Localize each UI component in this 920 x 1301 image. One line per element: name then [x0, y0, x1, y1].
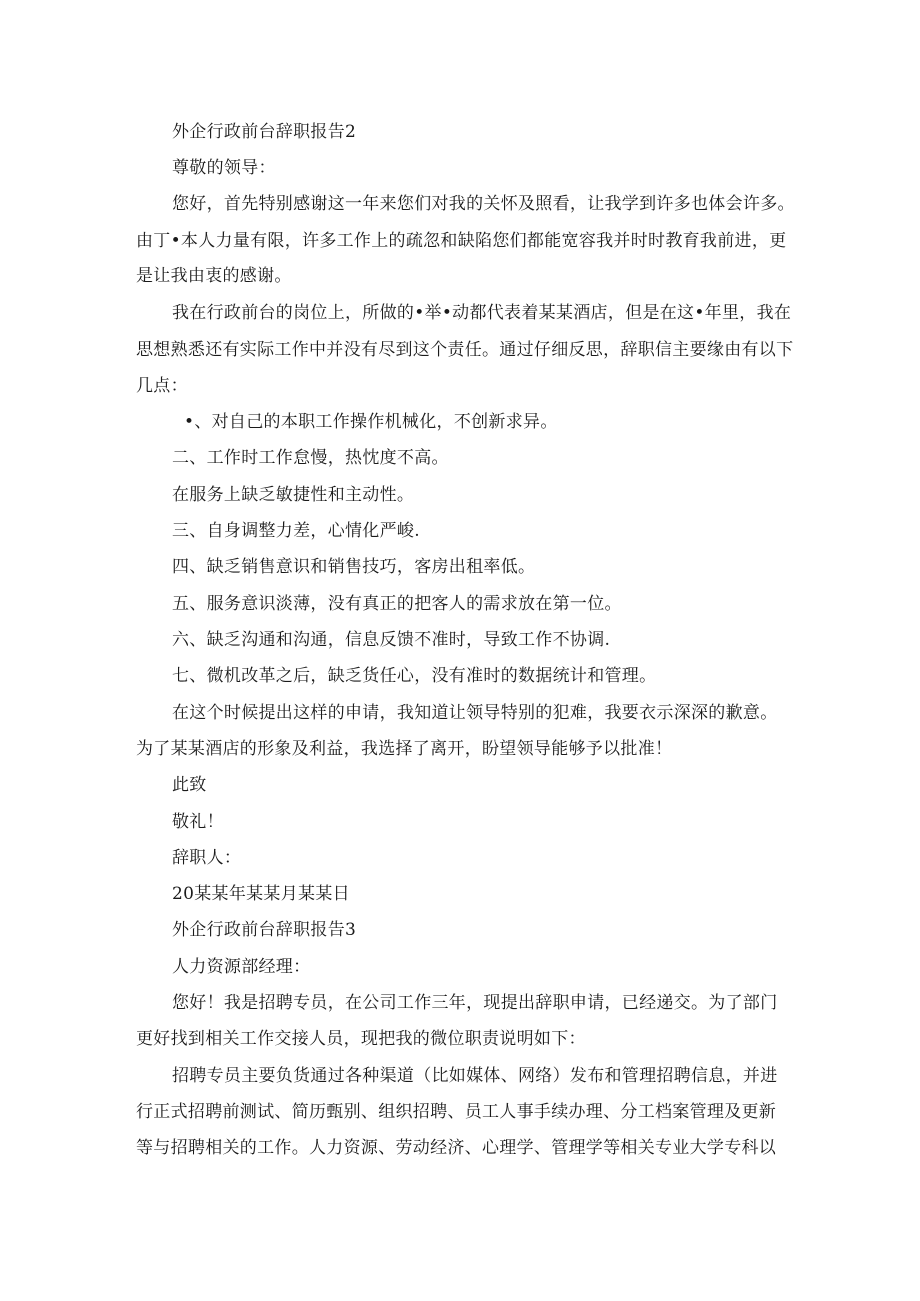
- report-title-2: 外企行政前台辞职报告2: [172, 122, 357, 142]
- report-title-3: 外企行政前台辞职报告3: [172, 920, 357, 940]
- paragraph-line: 几点：: [136, 376, 188, 396]
- closing-line: 敬礼！: [172, 812, 224, 832]
- list-item: 在服务上缺乏敏捷性和主动性。: [172, 485, 415, 505]
- salutation: 人力资源部经理：: [172, 957, 311, 977]
- paragraph-line: 招聘专员主要负货通过各种渠道（比如媒体、网络）发布和管理招聘信息，并进: [172, 1066, 778, 1086]
- list-item: 七、微机改革之后，缺乏货任心，没有准时的数据统计和管理。: [172, 666, 657, 686]
- paragraph-line: 等与招聘相关的工作。人力资源、劳动经济、心理学、管理学等相关专业大学专科以: [136, 1138, 777, 1158]
- list-item: 三、自身调整力差，心情化严峻.: [172, 521, 420, 541]
- salutation: 尊敬的领导：: [172, 158, 276, 178]
- date-line: 20某某年某某月某某日: [172, 884, 350, 904]
- paragraph-line: 您好！我是招聘专员，在公司工作三年，现提出辞职申请，已经递交。为了部门: [172, 993, 778, 1013]
- paragraph-line: 由丁•本人力量有限，许多工作上的疏忽和缺陷您们都能宽容我并时时教育我前进，更: [136, 231, 787, 251]
- paragraph-line: 在这个时候提出这样的申请，我知道让领导特别的犯难，我要衣示深深的歉意。: [172, 703, 778, 723]
- list-item: •、对自己的本职工作操作机械化，不创新求异。: [184, 412, 558, 432]
- list-item: 二、工作时工作怠慢，热忱度不高。: [172, 448, 449, 468]
- list-item: 五、服务意识淡薄，没有真正的把客人的需求放在第一位。: [172, 594, 622, 614]
- paragraph-line: 您好，首先特别感谢这一年来您们对我的关怀及照看，让我学到许多也体会许多。: [172, 194, 795, 214]
- paragraph-line: 更好找到相关工作交接人员，现把我的微位职责说明如下：: [136, 1029, 586, 1049]
- paragraph-line: 行正式招聘前测试、简历甄别、组织招聘、员工人事手续办理、分工档案管理及更新: [136, 1102, 777, 1122]
- signer-label: 辞职人：: [172, 848, 242, 868]
- list-item: 六、缺乏沟通和沟通，信息反馈不准时，导致工作不协调.: [172, 630, 611, 650]
- paragraph-line: 是让我由衷的感谢。: [136, 266, 292, 286]
- paragraph-line: 思想熟悉还有实际工作中并没有尽到这个责任。通过仔细反思，辞职信主要缘由有以下: [136, 340, 794, 360]
- list-item: 四、缺乏销售意识和销售技巧，客房出租率低。: [172, 557, 536, 577]
- paragraph-line: 为了某某酒店的形象及利益，我选择了离开，盼望领导能够予以批准！: [136, 739, 673, 759]
- closing-line: 此致: [172, 775, 207, 795]
- paragraph-line: 我在行政前台的岗位上，所做的•举•动都代表着某某酒店，但是在这•年里，我在: [172, 303, 792, 323]
